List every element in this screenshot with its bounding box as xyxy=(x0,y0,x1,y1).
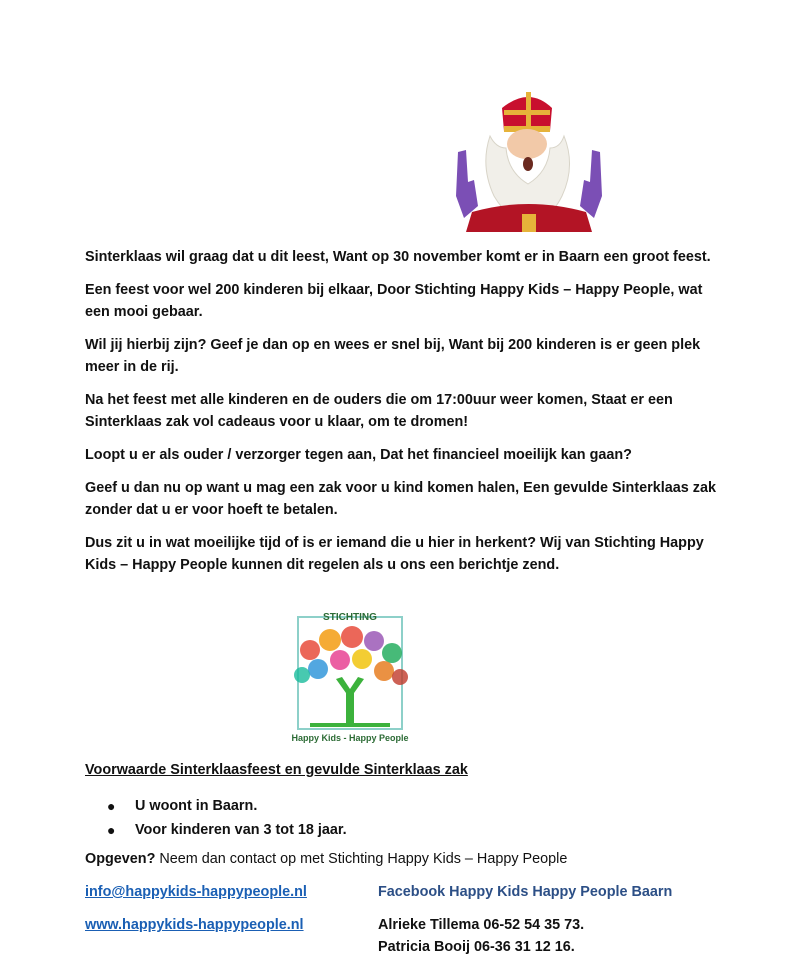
phone-alrieke: Alrieke Tillema 06-52 54 35 73. xyxy=(378,917,585,933)
paragraph: Na het feest met alle kinderen en de ouders die om 17:00uur weer komen, Staat er een Sinterklaas zak vol cadeaus voor u klaar, om te dromen! xyxy=(85,392,673,430)
list-item: ● U woont in Baarn. xyxy=(107,794,347,818)
paragraph: Dus zit u in wat moeilijke tijd of is er iemand die u hier in herkent? Wij van Stichting Happy Kids – Happy People kunnen dit regelen als u ons een berichtje zend. xyxy=(85,535,704,573)
stichting-logo xyxy=(280,605,420,745)
list-item: ● Voor kinderen van 3 tot 18 jaar. xyxy=(107,818,347,842)
conditions-heading: Voorwaarde Sinterklaasfeest en gevulde Sinterklaas zak xyxy=(85,762,468,778)
bullet-icon: ● xyxy=(107,798,116,814)
paragraph: Een feest voor wel 200 kinderen bij elkaar, Door Stichting Happy Kids – Happy People, wat een mooi gebaar. xyxy=(85,282,703,320)
facebook-text: Facebook Happy Kids Happy People Baarn xyxy=(378,884,673,900)
bullet-icon: ● xyxy=(107,822,116,838)
signup-text: Neem dan contact op met Stichting Happy Kids – Happy People xyxy=(155,851,568,867)
phone-patricia: Patricia Booij 06-36 31 12 16. xyxy=(378,939,575,955)
paragraph: Wil jij hierbij zijn? Geef je dan op en wees er snel bij, Want bij 200 kinderen is er geen plek meer in de rij. xyxy=(85,337,701,375)
conditions-list xyxy=(107,794,347,842)
email-link[interactable]: info@happykids-happypeople.nl xyxy=(85,884,307,900)
website-link[interactable]: www.happykids-happypeople.nl xyxy=(85,917,304,933)
paragraph: Loopt u er als ouder / verzorger tegen aan, Dat het financieel moeilijk kan gaan? xyxy=(85,447,632,463)
logo-top-text: STICHTING xyxy=(323,612,377,623)
poem-body xyxy=(85,246,725,587)
sinterklaas-image xyxy=(452,86,607,232)
signup-line xyxy=(85,851,567,867)
paragraph: Geef u dan nu op want u mag een zak voor u kind komen halen, Een gevulde Sinterklaas zak zonder dat u er voor hoeft te betalen. xyxy=(85,480,716,518)
signup-label: Opgeven? xyxy=(85,851,156,867)
logo-bottom-text: Happy Kids - Happy People xyxy=(291,733,409,743)
paragraph: Sinterklaas wil graag dat u dit leest, Want op 30 november komt er in Baarn een groot feest. xyxy=(85,249,711,265)
